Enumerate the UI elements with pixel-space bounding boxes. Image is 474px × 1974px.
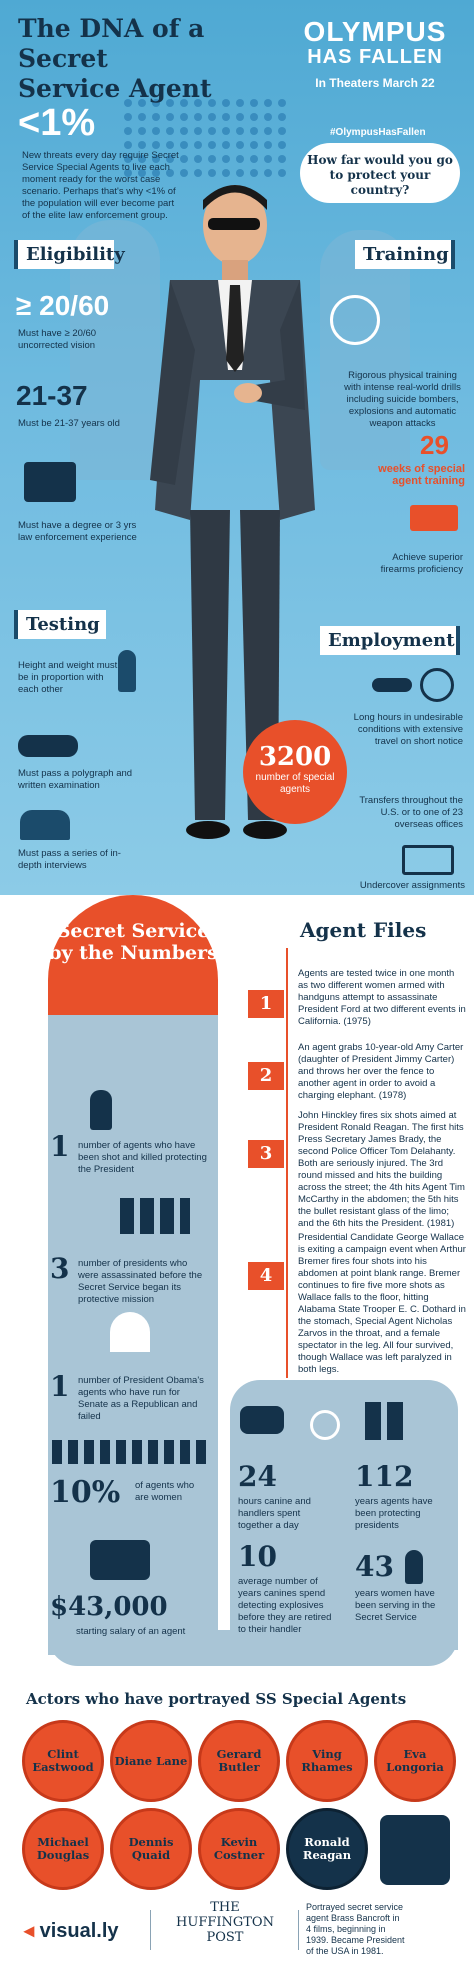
agents-count: 3200 <box>258 742 332 772</box>
clock-icon <box>420 668 454 702</box>
number-text-1: number of agents who have been shot and killed protecting the President <box>78 1140 207 1175</box>
decor-dot <box>264 99 272 107</box>
actors-heading: Actors who have portrayed SS Special Agents <box>26 1690 407 1708</box>
decor-dot <box>236 113 244 121</box>
money-icon <box>90 1540 150 1580</box>
envelope-icon <box>402 845 454 875</box>
decor-dot <box>166 141 174 149</box>
canine-years-text: average number of years canines spend detecting explosives before they are retired to their handler <box>238 1576 332 1635</box>
employment-text-1: Long hours in undesirable conditions with extensive travel on short notice <box>353 712 463 747</box>
number-text-2: number of presidents who were assassinated before the Secret Service began its protective mission <box>78 1258 203 1305</box>
shot-agent-icon <box>90 1090 112 1130</box>
decor-dot <box>208 169 216 177</box>
employment-heading: Employment <box>320 626 460 655</box>
decor-dot <box>278 155 286 163</box>
number-text-3: number of President Obama's agents who have run for Senate as a Republican and failed <box>78 1375 204 1422</box>
age-text: Must be 21-37 years old <box>18 418 120 429</box>
huffpost-line-3: POST <box>206 1930 244 1945</box>
decor-dot <box>236 141 244 149</box>
decor-dot <box>152 113 160 121</box>
employment-text-2: Transfers throughout the U.S. or to one of 23 overseas offices <box>359 795 463 830</box>
footer-separator-1 <box>150 1910 151 1950</box>
movie-title-line-1: OLYMPUS <box>303 16 447 47</box>
decor-dot <box>194 169 202 177</box>
huffington-post-logo <box>165 1900 285 1945</box>
testing-text-3: Must pass a series of in-depth interviews <box>18 848 121 871</box>
canine-years: 10 <box>238 1540 277 1573</box>
decor-dot <box>208 155 216 163</box>
footer-separator-2 <box>298 1910 299 1950</box>
decor-dot <box>208 113 216 121</box>
agent-file-num-4: 4 <box>248 1262 284 1290</box>
agent-file-num-1: 1 <box>248 990 284 1018</box>
decor-dot <box>264 155 272 163</box>
agent-file-text-4: Presidential Candidate George Wallace is exiting a campaign event when Arthur Bremer fires four shots into his abdomen at point blank range. Bremer continues to fire five more shots as Wallace falls to the floor, hitting Alabama State Trooper E. C. Dothard in the stomach, Special Agent Nicholas Zarvos in the throat, and a female spectator in the leg. All four survived, though Wallace was left paralyzed in both legs. <box>298 1232 466 1375</box>
number-stat-3: 1 <box>50 1370 70 1403</box>
grad-cap-icon <box>24 462 76 502</box>
release-date: In Theaters March 22 <box>315 76 435 90</box>
hashtag: #OlympusHasFallen <box>330 127 426 138</box>
intro-text: New threats every day require Secret Service Special Agents to live each moment ready for the worst case scenario. Perhaps that's why <1% of the population will ever become part of the elite law enforcement group. <box>22 150 179 221</box>
canine-hours: 24 <box>238 1460 277 1493</box>
decor-dot <box>250 169 258 177</box>
decor-dot <box>250 127 258 135</box>
training-icon <box>330 295 380 345</box>
decor-dot <box>208 141 216 149</box>
numbers-heading: Secret Service by the Numbers <box>48 895 218 1015</box>
training-heading: Training <box>355 240 455 269</box>
decor-dot <box>264 141 272 149</box>
decor-dot <box>124 141 132 149</box>
firearms-text: Achieve superior firearms proficiency <box>380 552 463 575</box>
decor-dot <box>194 127 202 135</box>
number-stat-2: 3 <box>50 1252 70 1285</box>
number-stat-1: 1 <box>50 1130 70 1163</box>
testing-heading: Testing <box>14 610 106 639</box>
actor-ving-rhames: Ving Rhames <box>286 1720 368 1802</box>
decor-dot <box>194 155 202 163</box>
visually-logo-icon: ◂ <box>24 1920 35 1942</box>
huffpost-line-1: THE <box>210 1900 240 1915</box>
decor-dot <box>194 113 202 121</box>
huffpost-line-2: HUFFINGTON <box>176 1915 274 1930</box>
agent-file-num-3: 3 <box>248 1140 284 1168</box>
actor-diane-lane: Diane Lane <box>110 1720 192 1802</box>
actor-eva-longoria: Eva Longoria <box>374 1720 456 1802</box>
number-text-4: of agents who are women <box>135 1480 195 1503</box>
agents-count-badge <box>243 720 347 824</box>
decor-dot <box>222 169 230 177</box>
question-bubble: How far would you go to protect your country? <box>300 143 460 203</box>
protecting-years: 112 <box>355 1460 414 1493</box>
training-weeks: 29 <box>420 430 449 460</box>
number-stat-5: $43,000 <box>50 1592 168 1622</box>
degree-text: Must have a degree or 3 yrs law enforcement experience <box>18 520 137 543</box>
employment-text-3: Undercover assignments <box>359 880 465 891</box>
decor-dot <box>138 113 146 121</box>
decor-dot <box>222 141 230 149</box>
decor-dot <box>250 141 258 149</box>
women-years: 43 <box>355 1550 394 1583</box>
decor-dot <box>152 141 160 149</box>
movie-logo <box>285 18 465 90</box>
decor-dot <box>236 155 244 163</box>
presidents-icon <box>120 1198 190 1234</box>
plane-icon <box>372 678 412 692</box>
testing-text-1: Height and weight must be in proportion with each other <box>18 660 118 695</box>
timer-icon <box>310 1410 340 1440</box>
actor-dennis-quaid: Dennis Quaid <box>110 1808 192 1890</box>
decor-dot <box>152 127 160 135</box>
decor-dot <box>278 127 286 135</box>
protecting-years-text: years agents have been protecting presidents <box>355 1496 433 1531</box>
capitol-icon <box>110 1312 150 1352</box>
decor-dot <box>278 141 286 149</box>
training-text: Rigorous physical training with intense real-world drills including suicide bombers, explosions and automatic weapon attacks <box>344 370 461 429</box>
eligibility-heading: Eligibility <box>14 240 114 269</box>
gun-icon <box>410 505 458 531</box>
agent-files-heading: Agent Files <box>300 918 427 942</box>
interview-icon <box>20 810 70 840</box>
movie-title-line-2: HAS FALLEN <box>307 46 443 68</box>
number-stat-4: 10% <box>50 1475 121 1510</box>
decor-dot <box>264 127 272 135</box>
decor-dot <box>278 169 286 177</box>
age-stat: 21-37 <box>16 380 88 411</box>
title-line-1: The DNA of a Secret <box>18 14 205 73</box>
decor-dot <box>278 113 286 121</box>
agent-file-text-1: Agents are tested twice in one month as two different women armed with handguns attempt to assassinate President Ford at two different events in California. (1975) <box>298 968 466 1027</box>
number-text-5: starting salary of an agent <box>76 1626 186 1637</box>
agent-file-num-2: 2 <box>248 1062 284 1090</box>
decor-dot <box>250 155 258 163</box>
intro-stat: <1% <box>18 102 96 144</box>
decor-dot <box>264 113 272 121</box>
training-weeks-label: weeks of special agent training <box>378 463 465 487</box>
visually-logo <box>24 1918 119 1943</box>
decor-dot <box>124 127 132 135</box>
actor-kevin-costner: Kevin Costner <box>198 1808 280 1890</box>
agents-count-label: number of special agents <box>255 772 335 795</box>
decor-dot <box>222 113 230 121</box>
decor-dot <box>236 169 244 177</box>
canine-hours-text: hours canine and handlers spent together a day <box>238 1496 311 1531</box>
actor-ronald-reagan: Ronald Reagan <box>286 1808 368 1890</box>
decor-dot <box>278 99 286 107</box>
decor-dot <box>166 127 174 135</box>
agent-file-text-2: An agent grabs 10-year-old Amy Carter (daughter of President Jimmy Carter) and throws her over the fence to another agent in order to avoid a charging elephant. (1978) <box>298 1042 464 1101</box>
person-icon <box>118 650 136 692</box>
vision-text: Must have ≥ 20/60 uncorrected vision <box>18 328 97 351</box>
decor-dot <box>222 155 230 163</box>
decor-dot <box>222 127 230 135</box>
actor-clint-eastwood: Clint Eastwood <box>22 1720 104 1802</box>
page-title <box>18 14 253 104</box>
decor-dot <box>180 127 188 135</box>
decor-dot <box>180 141 188 149</box>
vision-stat: ≥ 20/60 <box>16 290 110 321</box>
decor-dot <box>194 141 202 149</box>
actor-gerard-butler: Gerard Butler <box>198 1720 280 1802</box>
agent-file-text-3: John Hinckley fires six shots aimed at President Ronald Reagan. The first hits Press Secretary James Brady, the second Police Officer Tom Delahanty. Both are seriously injured. The 3rd round missed and hits the building across the street; the 4th hits Agent Tim McCarthy in the abdomen; the 5th hits the bullet resistant glass of the limo; and the 6th hits the President. (1981) <box>298 1110 465 1229</box>
agents-pair-icon <box>365 1402 405 1440</box>
decor-dot <box>138 141 146 149</box>
decor-dot <box>264 169 272 177</box>
decor-dot <box>124 113 132 121</box>
reagan-note: Portrayed secret service agent Brass Bancroft in 4 films, beginning in 1939. Became President of the USA in 1981. <box>306 1902 405 1956</box>
agent-files-divider <box>286 948 288 1378</box>
decor-dot <box>138 127 146 135</box>
testing-text-2: Must pass a polygraph and written examination <box>18 768 133 791</box>
title-line-2: Service Agent <box>18 74 212 103</box>
women-years-text: years women have been serving in the Secret Service <box>355 1588 436 1623</box>
decor-dot <box>236 127 244 135</box>
decor-dot <box>180 113 188 121</box>
decor-dot <box>250 113 258 121</box>
visually-logo-text: visual.ly <box>39 1920 119 1942</box>
decor-dot <box>166 113 174 121</box>
women-icons <box>52 1440 212 1464</box>
decor-dot <box>208 127 216 135</box>
polygraph-hand-icon <box>18 735 78 757</box>
film-camera-icon <box>380 1815 450 1885</box>
woman-icon <box>405 1550 423 1584</box>
dog-icon <box>240 1406 284 1434</box>
actor-michael-douglas: Michael Douglas <box>22 1808 104 1890</box>
